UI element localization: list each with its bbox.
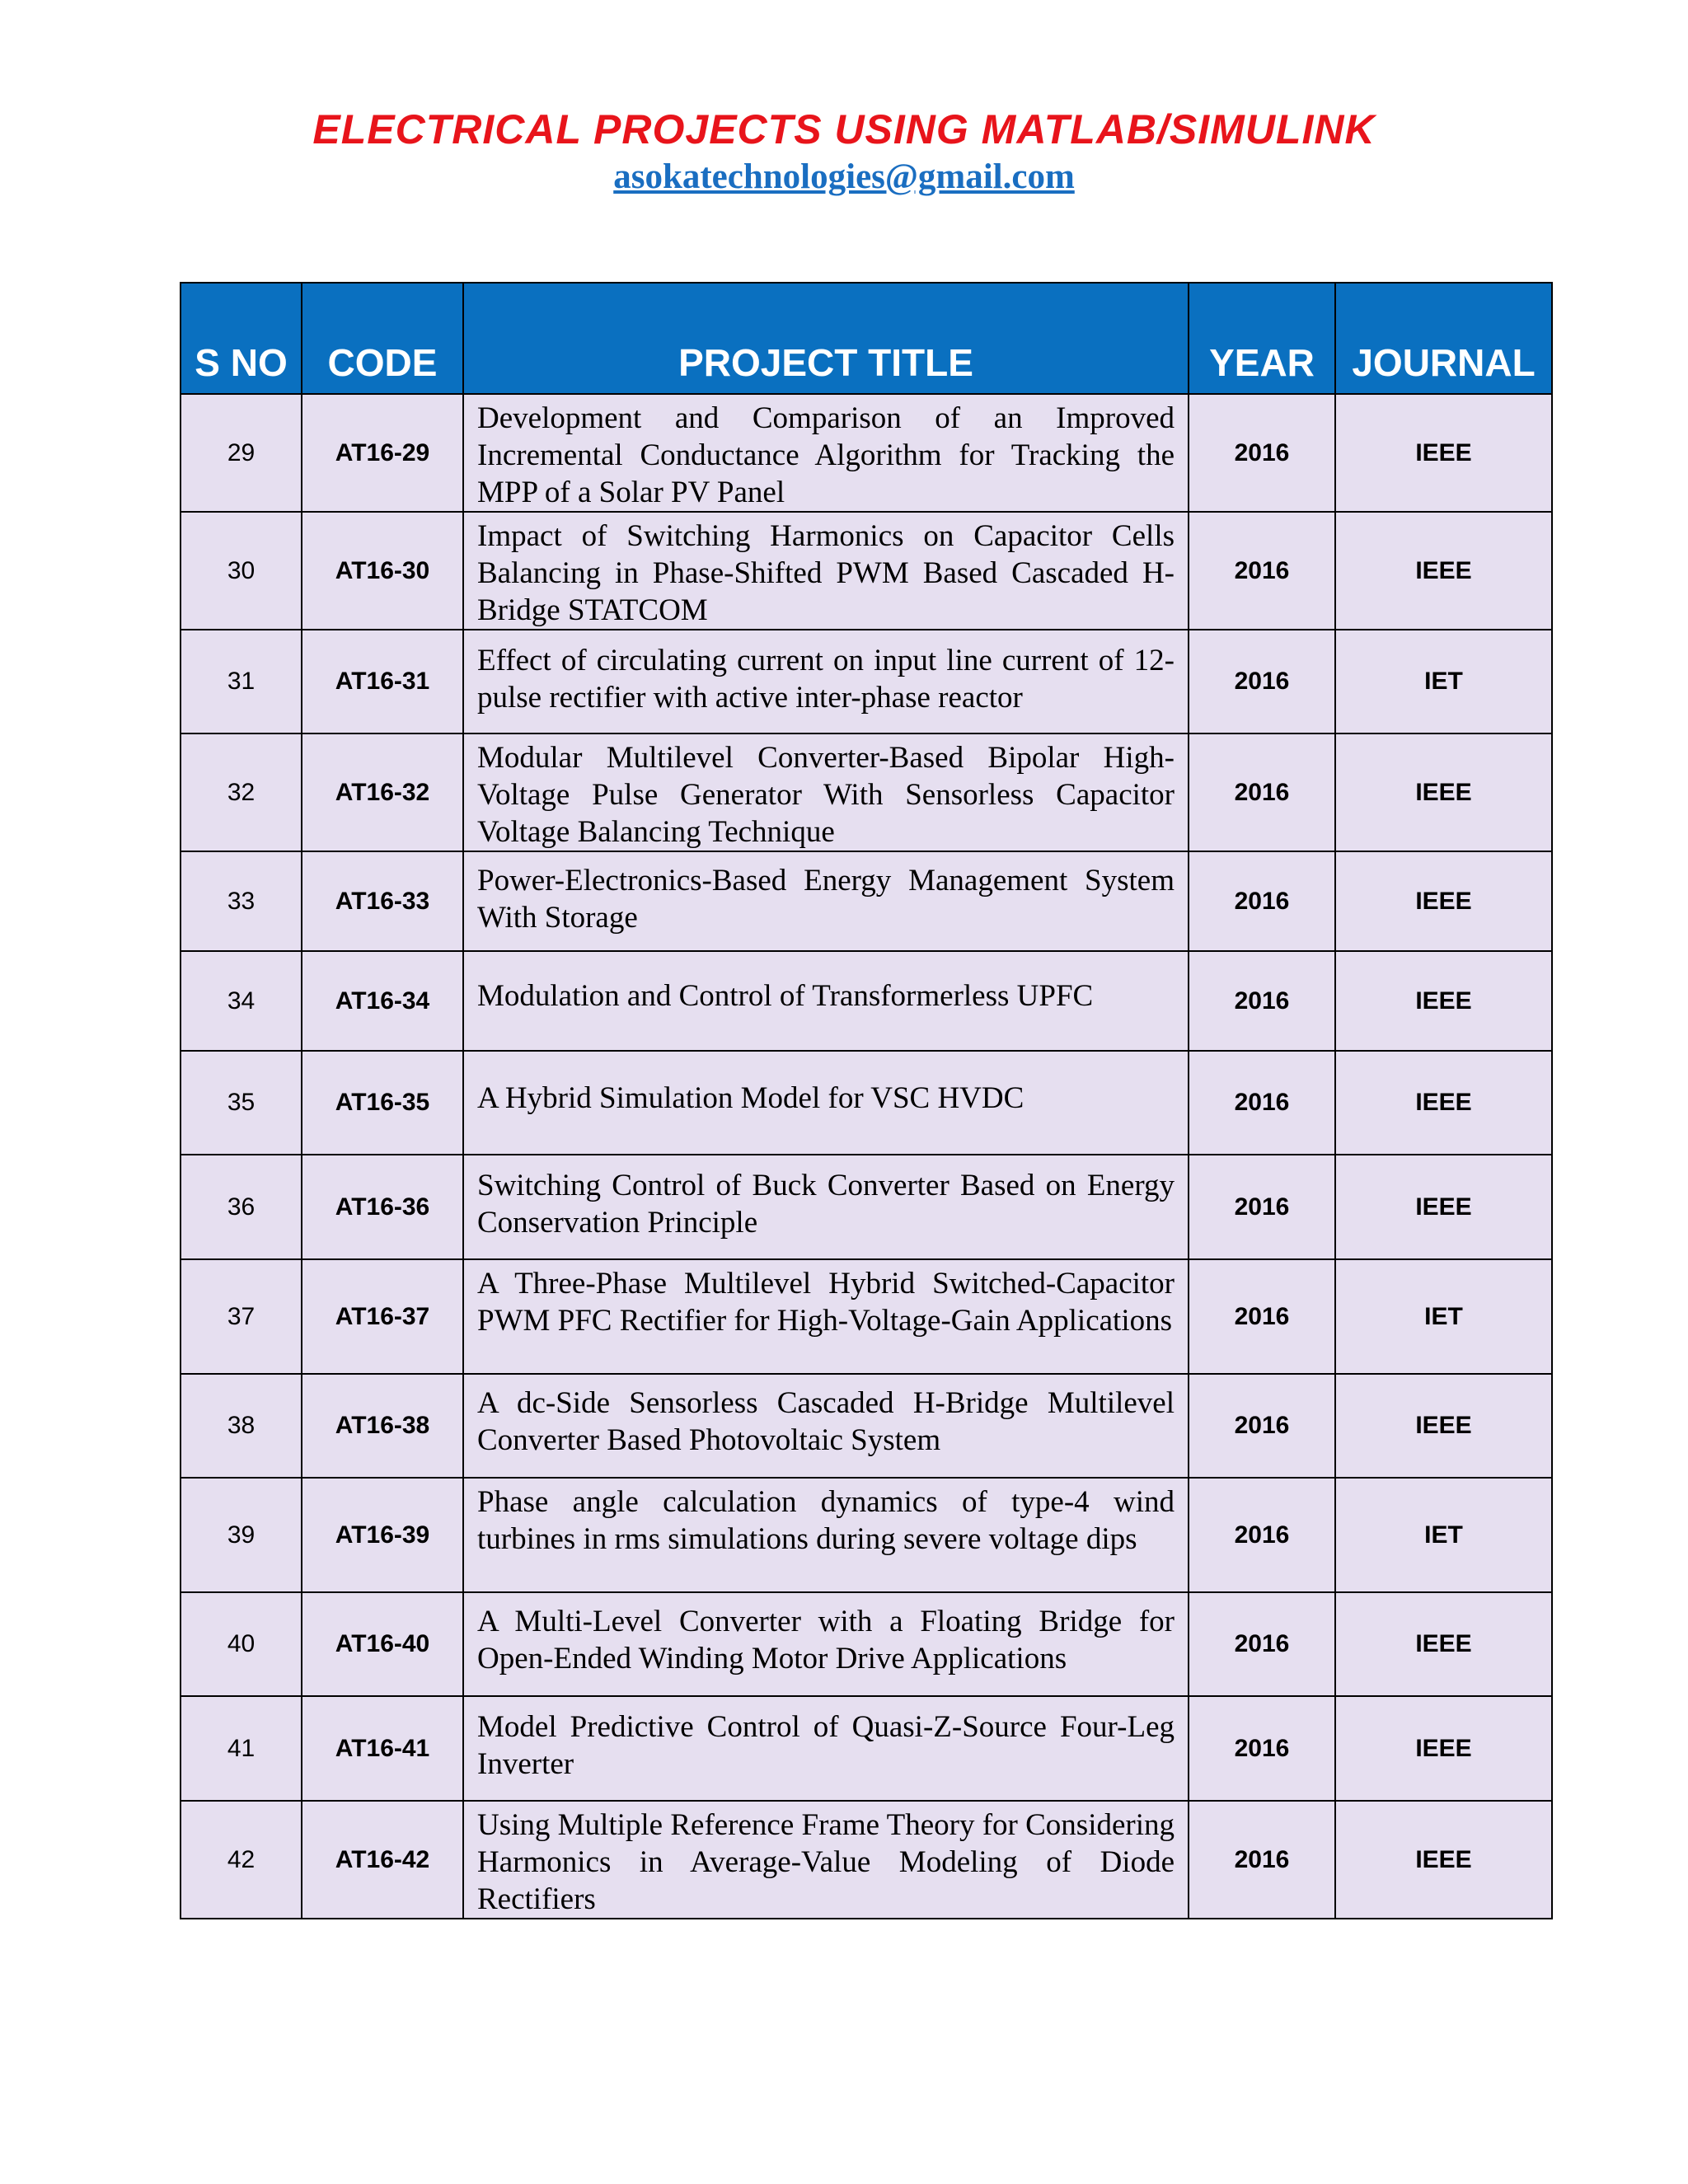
cell-year: 2016: [1189, 1801, 1335, 1919]
cell-project-title: A Multi-Level Converter with a Floating Bridge for Open-Ended Winding Motor Drive Applications: [463, 1592, 1189, 1696]
cell-project-title: Effect of circulating current on input line current of 12-pulse rectifier with active inter-phase reactor: [463, 630, 1189, 733]
cell-year: 2016: [1189, 630, 1335, 733]
cell-sno: 30: [181, 512, 302, 630]
table-row: [181, 512, 1552, 630]
cell-journal: IEEE: [1335, 1155, 1552, 1259]
cell-sno: 29: [181, 394, 302, 512]
cell-year: 2016: [1189, 1155, 1335, 1259]
cell-sno: 31: [181, 630, 302, 733]
table-row: [181, 1155, 1552, 1259]
table-row: [181, 394, 1552, 512]
cell-code: AT16-33: [302, 851, 463, 951]
cell-code: AT16-38: [302, 1374, 463, 1478]
cell-journal: IET: [1335, 630, 1552, 733]
table-row: [181, 630, 1552, 733]
cell-sno: 38: [181, 1374, 302, 1478]
cell-sno: 33: [181, 851, 302, 951]
page-title: ELECTRICAL PROJECTS USING MATLAB/SIMULINK: [312, 106, 1376, 152]
column-header-project-title: PROJECT TITLE: [463, 283, 1189, 394]
cell-journal: IEEE: [1335, 1696, 1552, 1801]
cell-year: 2016: [1189, 851, 1335, 951]
cell-code: AT16-30: [302, 512, 463, 630]
cell-project-title: A Hybrid Simulation Model for VSC HVDC: [463, 1051, 1189, 1155]
cell-year: 2016: [1189, 1592, 1335, 1696]
cell-code: AT16-42: [302, 1801, 463, 1919]
table-row: [181, 851, 1552, 951]
cell-year: 2016: [1189, 951, 1335, 1051]
cell-journal: IEEE: [1335, 1592, 1552, 1696]
cell-year: 2016: [1189, 1374, 1335, 1478]
cell-code: AT16-40: [302, 1592, 463, 1696]
cell-code: AT16-34: [302, 951, 463, 1051]
cell-project-title: A dc-Side Sensorless Cascaded H-Bridge Multilevel Converter Based Photovoltaic System: [463, 1374, 1189, 1478]
cell-year: 2016: [1189, 1696, 1335, 1801]
cell-project-title: Model Predictive Control of Quasi-Z-Source Four-Leg Inverter: [463, 1696, 1189, 1801]
cell-project-title: Switching Control of Buck Converter Based on Energy Conservation Principle: [463, 1155, 1189, 1259]
table-row: [181, 1051, 1552, 1155]
cell-sno: 39: [181, 1478, 302, 1592]
cell-sno: 35: [181, 1051, 302, 1155]
cell-code: AT16-36: [302, 1155, 463, 1259]
contact-email-link[interactable]: asokatechnologies@gmail.com: [613, 157, 1075, 196]
column-header-journal: JOURNAL: [1335, 283, 1552, 394]
column-header-code: CODE: [302, 283, 463, 394]
cell-year: 2016: [1189, 1478, 1335, 1592]
cell-sno: 32: [181, 733, 302, 851]
cell-journal: IEEE: [1335, 851, 1552, 951]
table-row: [181, 733, 1552, 851]
table-row: [181, 1478, 1552, 1592]
cell-project-title: Modulation and Control of Transformerless UPFC: [463, 951, 1189, 1051]
cell-journal: IEEE: [1335, 733, 1552, 851]
table-row: [181, 1801, 1552, 1919]
cell-code: AT16-37: [302, 1259, 463, 1374]
cell-code: AT16-31: [302, 630, 463, 733]
cell-journal: IEEE: [1335, 512, 1552, 630]
cell-project-title: Development and Comparison of an Improved Incremental Conductance Algorithm for Tracking the MPP of a Solar PV Panel: [463, 394, 1189, 512]
cell-journal: IEEE: [1335, 1051, 1552, 1155]
cell-sno: 41: [181, 1696, 302, 1801]
table-row: [181, 1592, 1552, 1696]
cell-code: AT16-41: [302, 1696, 463, 1801]
cell-project-title: Modular Multilevel Converter-Based Bipolar High-Voltage Pulse Generator With Sensorless Capacitor Voltage Balancing Technique: [463, 733, 1189, 851]
cell-journal: IEEE: [1335, 394, 1552, 512]
table-row: [181, 1374, 1552, 1478]
cell-journal: IET: [1335, 1259, 1552, 1374]
column-header-year: YEAR: [1189, 283, 1335, 394]
column-header-sno: S NO: [181, 283, 302, 394]
cell-code: AT16-29: [302, 394, 463, 512]
cell-code: AT16-39: [302, 1478, 463, 1592]
cell-year: 2016: [1189, 1051, 1335, 1155]
table-header-row: [181, 283, 1552, 394]
cell-year: 2016: [1189, 394, 1335, 512]
projects-table: [180, 282, 1553, 1919]
cell-year: 2016: [1189, 733, 1335, 851]
table-row: [181, 951, 1552, 1051]
cell-journal: IET: [1335, 1478, 1552, 1592]
cell-project-title: Impact of Switching Harmonics on Capacitor Cells Balancing in Phase-Shifted PWM Based Cascaded H-Bridge STATCOM: [463, 512, 1189, 630]
cell-journal: IEEE: [1335, 1801, 1552, 1919]
cell-sno: 37: [181, 1259, 302, 1374]
cell-year: 2016: [1189, 1259, 1335, 1374]
cell-code: AT16-32: [302, 733, 463, 851]
table-row: [181, 1696, 1552, 1801]
cell-journal: IEEE: [1335, 1374, 1552, 1478]
cell-journal: IEEE: [1335, 951, 1552, 1051]
cell-project-title: Using Multiple Reference Frame Theory for Considering Harmonics in Average-Value Modeling of Diode Rectifiers: [463, 1801, 1189, 1919]
cell-sno: 40: [181, 1592, 302, 1696]
cell-project-title: A Three-Phase Multilevel Hybrid Switched-Capacitor PWM PFC Rectifier for High-Voltage-Gain Applications: [463, 1259, 1189, 1374]
table-row: [181, 1259, 1552, 1374]
cell-year: 2016: [1189, 512, 1335, 630]
cell-sno: 34: [181, 951, 302, 1051]
cell-code: AT16-35: [302, 1051, 463, 1155]
cell-sno: 42: [181, 1801, 302, 1919]
cell-project-title: Power-Electronics-Based Energy Management System With Storage: [463, 851, 1189, 951]
cell-sno: 36: [181, 1155, 302, 1259]
cell-project-title: Phase angle calculation dynamics of type-4 wind turbines in rms simulations during severe voltage dips: [463, 1478, 1189, 1592]
